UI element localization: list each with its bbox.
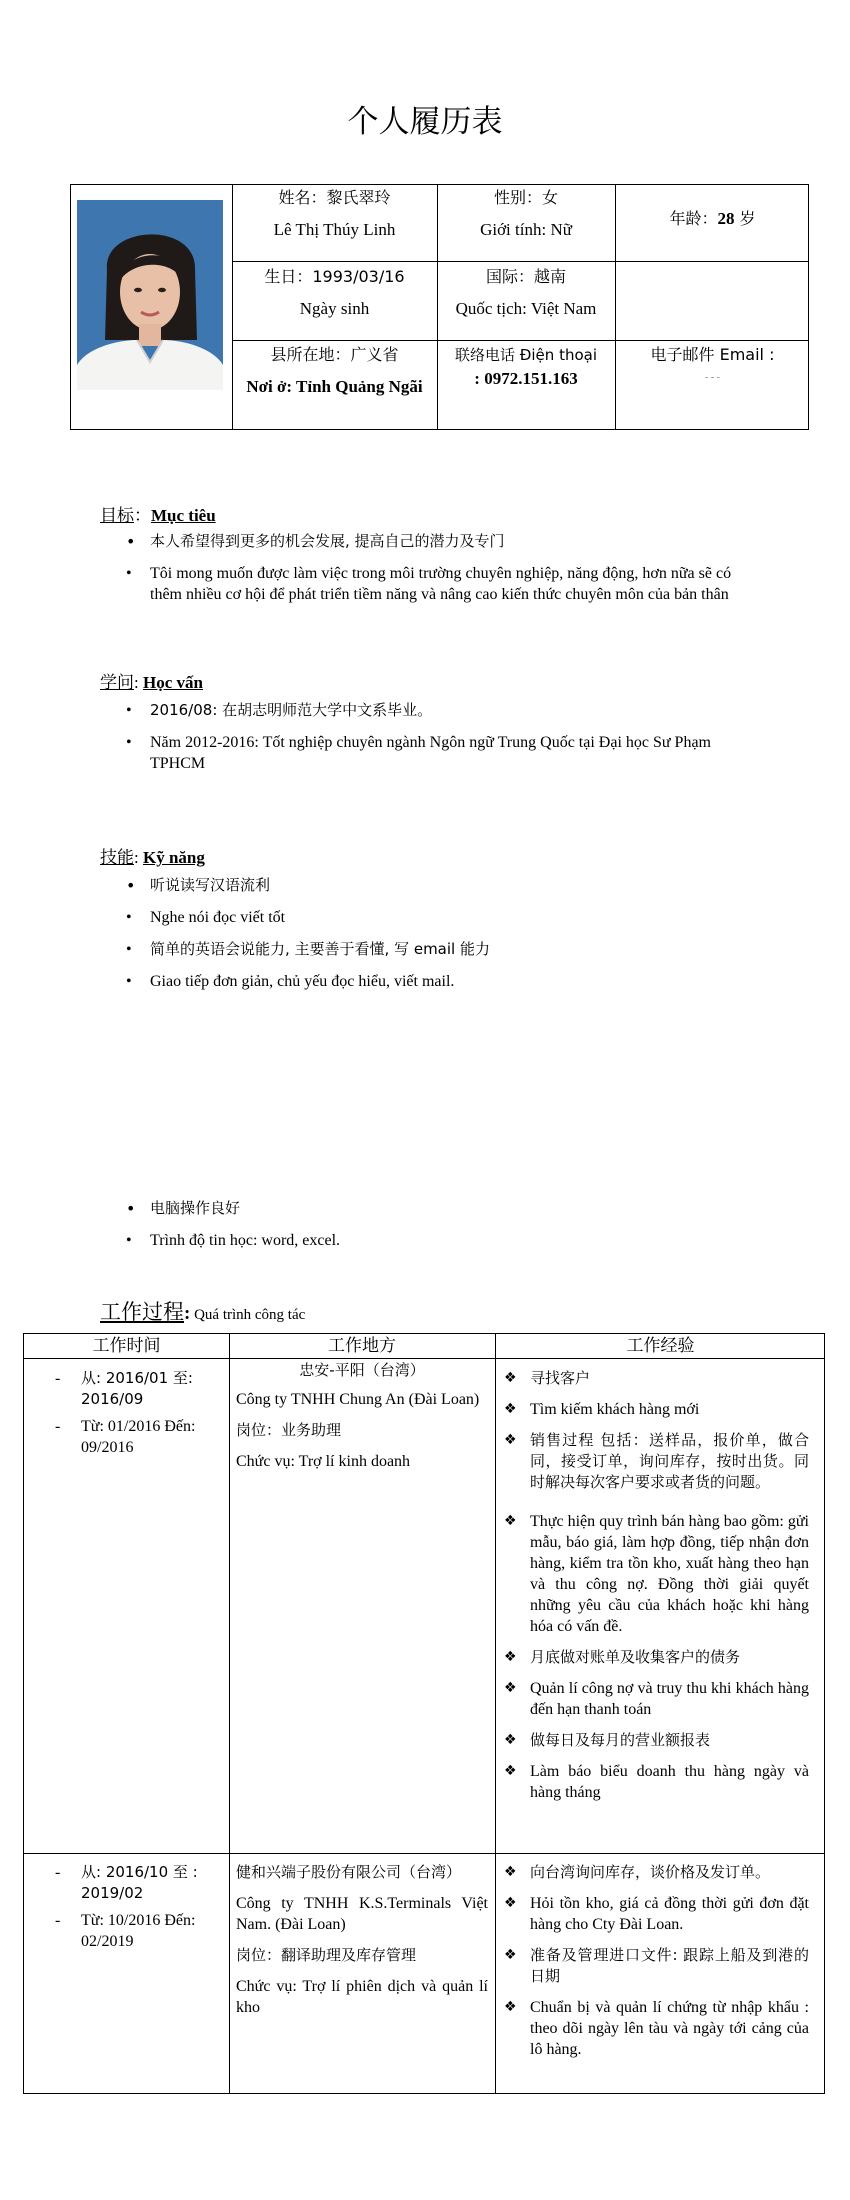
- personal-info-table: [70, 184, 809, 430]
- duty-item: ❖ Tìm kiếm khách hàng mới: [504, 1401, 700, 1418]
- list-item: • 简单的英语会说能力, 主要善于看懂, 写 email 能力: [118, 939, 758, 960]
- age-label: 年龄：: [669, 209, 718, 228]
- skills-list: [118, 875, 758, 1003]
- name-vi: Lê Thị Thúy Linh: [273, 220, 396, 239]
- portrait-image: [77, 200, 223, 390]
- list-item: • Giao tiếp đơn giản, chủ yếu đọc hiểu, viết mail.: [118, 971, 758, 992]
- diamond-bullet-icon: ❖: [504, 1947, 517, 1963]
- hometown-vi: Nơi ở: Tỉnh Quảng Ngãi: [246, 377, 423, 396]
- phone-label: 联络电话 Điện thoại: [455, 346, 597, 364]
- list-item: • Tôi mong muốn được làm việc trong môi trường chuyên nghiệp, năng động, hơn nữa sẽ có thêm nhiều cơ hội để phát triển tiềm năng và nâng cao kiến thức chuyên môn của bản thân: [118, 563, 758, 605]
- phone-cell: [437, 339, 615, 391]
- diamond-bullet-icon: ❖: [504, 1649, 517, 1665]
- list-item: • 2016/08: 在胡志明师范大学中文系毕业。: [118, 700, 758, 721]
- duty-item: ❖ 月底做对账单及收集客户的债务: [504, 1648, 741, 1666]
- work-heading-zh: 工作过程: [100, 1300, 184, 1324]
- skills-heading: [100, 843, 205, 868]
- phone-value: : 0972.151.163: [474, 369, 578, 388]
- nationality-zh: 国际：越南: [485, 267, 566, 286]
- nationality-vi: Quốc tịch: Việt Nam: [455, 299, 597, 318]
- email-label: 电子邮件 Email :: [650, 345, 775, 364]
- time-range-zh: - 从: 2016/01 至: 2016/09: [24, 1368, 224, 1410]
- list-item: • 电脑操作良好: [118, 1198, 758, 1219]
- diamond-bullet-icon: ❖: [504, 1370, 517, 1386]
- table-divider: [24, 1358, 824, 1359]
- age-cell: [615, 203, 810, 235]
- heading-separator: :: [134, 848, 143, 867]
- duty-item: ❖ 寻找客户: [504, 1369, 591, 1387]
- education-heading: [100, 668, 203, 693]
- role-vi: Chức vụ: Trợ lí phiên dịch và quản lí kho: [236, 1978, 488, 2016]
- profile-photo: [77, 200, 223, 390]
- gender-vi: Giới tính: Nữ: [480, 220, 572, 239]
- education-heading-vi: Học vấn: [142, 673, 203, 692]
- diamond-bullet-icon: ❖: [504, 1999, 517, 2015]
- table-divider: [24, 1853, 824, 1854]
- list-item: • Trình độ tin học: word, excel.: [118, 1230, 758, 1251]
- objective-list: [118, 531, 758, 616]
- role-zh: 岗位：翻译助理及库存管理: [236, 1946, 417, 1964]
- nationality-cell: [437, 261, 615, 325]
- job-time-cell: [24, 1368, 224, 1464]
- role-vi: Chức vụ: Trợ lí kinh doanh: [236, 1453, 411, 1470]
- diamond-bullet-icon: ❖: [504, 1680, 517, 1696]
- education-list: [118, 700, 758, 785]
- birthday-zh: 生日：1993/03/16: [264, 267, 405, 286]
- email-value: - - -: [705, 372, 720, 383]
- col-header-experience: 工作经验: [626, 1336, 695, 1356]
- duty-item: ❖ Quản lí công nợ và truy thu khi khách hàng đến hạn thanh toán: [504, 1680, 809, 1718]
- diamond-bullet-icon: ❖: [504, 1513, 517, 1529]
- duty-item: ❖ 做每日及每月的营业额报表: [504, 1731, 711, 1749]
- list-item: • 听说读写汉语流利: [118, 875, 758, 896]
- diamond-bullet-icon: ❖: [504, 1895, 517, 1911]
- objective-heading: [100, 501, 216, 526]
- work-history-table: [23, 1333, 825, 2094]
- job-place-cell: [236, 1862, 488, 2028]
- email-cell: [615, 339, 810, 385]
- work-heading-vi: Quá trình công tác: [190, 1307, 306, 1323]
- list-item: • 本人希望得到更多的机会发展, 提高自己的潜力及专门: [118, 531, 758, 552]
- company-zh: 忠安-平阳（台湾）: [299, 1361, 425, 1379]
- skills-list-2: [118, 1198, 758, 1262]
- birthday-cell: [232, 261, 437, 325]
- heading-separator: :: [184, 1303, 191, 1324]
- company-vi: Công ty TNHH K.S.Terminals Việt Nam. (Đài Loan): [236, 1895, 488, 1933]
- col-header-place: 工作地方: [328, 1336, 396, 1356]
- table-divider: [229, 1334, 230, 2093]
- time-range-vi: - Từ: 10/2016 Đến: 02/2019: [24, 1910, 224, 1952]
- page-title: 个人履历表: [347, 104, 503, 140]
- role-zh: 岗位：业务助理: [236, 1421, 342, 1439]
- duty-item: ❖ 销售过程 包括：送样品，报价单，做合同，接受订单，询问库存，按时出货。同时解决每次客户要求或者货的问题。: [504, 1431, 809, 1491]
- job-time-cell: [24, 1862, 224, 1958]
- heading-separator: ：: [134, 506, 151, 526]
- time-range-vi: - Từ: 01/2016 Đến: 09/2016: [24, 1416, 224, 1458]
- duty-item: ❖ Làm báo biểu doanh thu hàng ngày và hàng tháng: [504, 1763, 809, 1801]
- job-experience-cell: [496, 1368, 809, 1813]
- duty-item: ❖ Chuẩn bị và quản lí chứng từ nhập khẩu : theo dõi ngày lên tàu và ngày tới cảng của lô hàng.: [504, 1999, 809, 2058]
- name-zh: 姓名：黎氏翠玲: [278, 188, 391, 207]
- duty-item: ❖ Thực hiện quy trình bán hàng bao gồm: gửi mẫu, báo giá, làm hợp đồng, tiếp nhận đơn hàng, kiểm tra tồn kho, xuất hàng theo hạn và thu công nợ. Đồng thời giải quyết những yêu cầu của khách hoặc khi hàng hóa có vấn đề.: [504, 1513, 809, 1635]
- objective-heading-zh: 目标: [100, 506, 134, 526]
- list-item: • Năm 2012-2016: Tốt nghiệp chuyên ngành Ngôn ngữ Trung Quốc tại Đại học Sư Phạm TPHCM: [118, 732, 758, 774]
- duty-item: ❖ Hỏi tồn kho, giá cả đồng thời gửi đơn đặt hàng cho Cty Đài Loan.: [504, 1895, 809, 1933]
- job-place-cell: [236, 1360, 488, 1482]
- gender-cell: [437, 182, 615, 246]
- hometown-zh: 县所在地：广义省: [270, 345, 399, 364]
- diamond-bullet-icon: ❖: [504, 1732, 517, 1748]
- skills-heading-zh: 技能: [100, 848, 134, 868]
- time-range-zh: - 从: 2016/10 至 : 2019/02: [24, 1862, 224, 1904]
- name-cell: [232, 182, 437, 246]
- work-heading: [100, 1296, 305, 1326]
- duty-item: ❖ 向台湾询问库存，谈价格及发订单。: [504, 1863, 771, 1881]
- company-vi: Công ty TNHH Chung An (Đài Loan): [236, 1391, 480, 1408]
- skills-heading-vi: Kỹ năng: [142, 848, 205, 867]
- diamond-bullet-icon: ❖: [504, 1763, 517, 1779]
- company-zh: 健和兴端子股份有限公司（台湾）: [236, 1863, 462, 1881]
- gender-zh: 性别：女: [493, 188, 558, 207]
- education-heading-zh: 学问: [100, 673, 134, 693]
- diamond-bullet-icon: ❖: [504, 1401, 517, 1417]
- diamond-bullet-icon: ❖: [504, 1432, 517, 1448]
- list-item: • Nghe nói đọc viết tốt: [118, 907, 758, 928]
- job-experience-cell: [496, 1862, 809, 2070]
- col-header-time: 工作时间: [92, 1336, 161, 1356]
- age-unit: 岁: [734, 209, 756, 228]
- heading-separator: :: [134, 673, 143, 692]
- objective-heading-vi: Mục tiêu: [151, 506, 216, 525]
- hometown-cell: [232, 339, 437, 403]
- diamond-bullet-icon: ❖: [504, 1864, 517, 1880]
- duty-item: ❖ 准备及管理进口文件: 跟踪上船及到港的日期: [504, 1946, 809, 1985]
- age-value: 28: [717, 209, 735, 228]
- birthday-vi: Ngày sinh: [299, 299, 370, 318]
